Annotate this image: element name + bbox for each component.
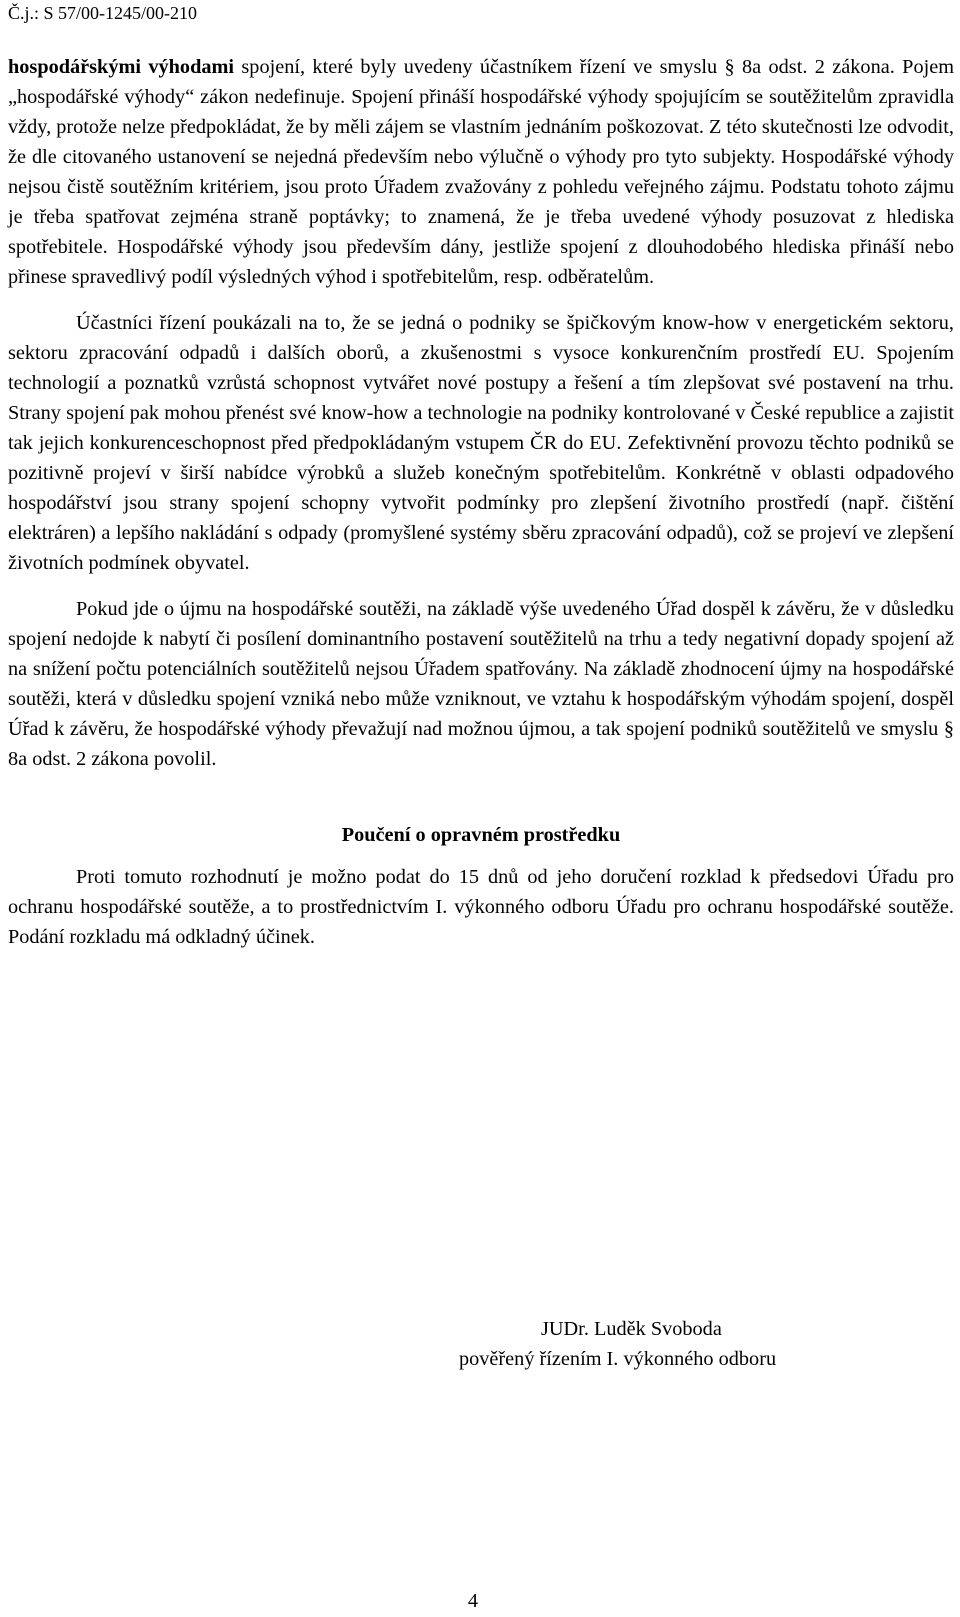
signature-block: [0, 1314, 946, 1374]
document-body: [8, 52, 954, 952]
paragraph-participants-knowhow: Účastníci řízení poukázali na to, že se jedná o podniky se špičkovým know-how v energetickém sektoru, sektoru zpracování odpadů i dalších oborů, a zkušenostmi s vysoce konkurenčním prostředí EU. Spojením technologií a poznatků vzrůstá schopnost vytvářet nové postupy a řešení a tím zlepšovat své postavení na trhu. Strany spojení pak mohou přenést své know-how a technologie na podniky kontrolované v České republice a zajistit tak jejich konkurenceschopnost před předpokládaným vstupem ČR do EU. Zefektivnění provozu těchto podniků se pozitivně projeví v širší nabídce výrobků a služeb konečným spotřebitelům. Konkrétně v oblasti odpadového hospodářství jsou strany spojení schopny vytvořit podmínky pro zlepšení životního prostředí (např. čištění elektráren) a lepšího nakládání s odpady (promyšlené systémy sběru zpracování odpadů), což se projeví ve zlepšení životních podmínek obyvatel.: [8, 312, 954, 574]
paragraph-competition-harm: Pokud jde o újmu na hospodářské soutěži, na základě výše uvedeného Úřad dospěl k závěru, že v důsledku spojení nedojde k nabytí či posílení dominantního postavení soutěžitelů na trhu a tedy negativní dopady spojení až na snížení počtu potenciálních soutěžitelů nejsou Úřadem spatřovány. Na základě zhodnocení újmy na hospodářské soutěži, která v důsledku spojení vzniká nebo může vzniknout, ve vztahu k hospodářským výhodám spojení, dospěl Úřad k závěru, že hospodářské výhody převažují nad možnou újmou, a tak spojení podniků soutěžitelů ve smyslu § 8a odst. 2 zákona povolil.: [8, 598, 954, 770]
paragraph-economic-benefits: [8, 52, 954, 292]
document-reference-header: Č.j.: S 57/00-1245/00-210: [8, 3, 198, 23]
paragraph-lead-bold: hospodářskými výhodami: [8, 56, 235, 78]
paragraph-appeal-instruction: Proti tomuto rozhodnutí je možno podat do 15 dnů od jeho doručení rozklad k předsedovi Úřadu pro ochranu hospodářské soutěže, a to prostřednictvím I. výkonného odboru Úřadu pro ochranu hospodářské soutěže. Podání rozkladu má odkladný účinek.: [8, 866, 954, 948]
paragraph-text: spojení, které byly uvedeny účastníkem řízení ve smyslu § 8a odst. 2 zákona. Pojem „hospodářské výhody“ zákon nedefinuje. Spojení přináší hospodářské výhody spojujícím se soutěžitelům zpravidla vždy, protože nelze předpokládat, že by měli zájem se vlastním jednáním poškozovat. Z této skutečnosti lze odvodit, že dle citovaného ustanovení se nejedná především nebo výlučně o výhody pro tyto subjekty. Hospodářské výhody nejsou čistě soutěžním kritériem, jsou proto Úřadem zvažovány z pohledu veřejného zájmu. Podstatu tohoto zájmu je třeba spatřovat zejména straně poptávky; to znamená, že je třeba uvedené výhody posuzovat z hlediska spotřebitele. Hospodářské výhody jsou především dány, jestliže spojení z dlouhodobého hlediska přináší nebo přinese spravedlivý podíl výsledných výhod i spotřebitelům, resp. odběratelům.: [8, 56, 954, 288]
signatory-name: JUDr. Luděk Svoboda: [541, 1318, 722, 1340]
signatory-role: pověřený řízením I. výkonného odboru: [459, 1348, 777, 1370]
page-number: 4: [467, 1590, 479, 1612]
section-heading-appeal: Poučení o opravném prostředku: [341, 824, 621, 846]
